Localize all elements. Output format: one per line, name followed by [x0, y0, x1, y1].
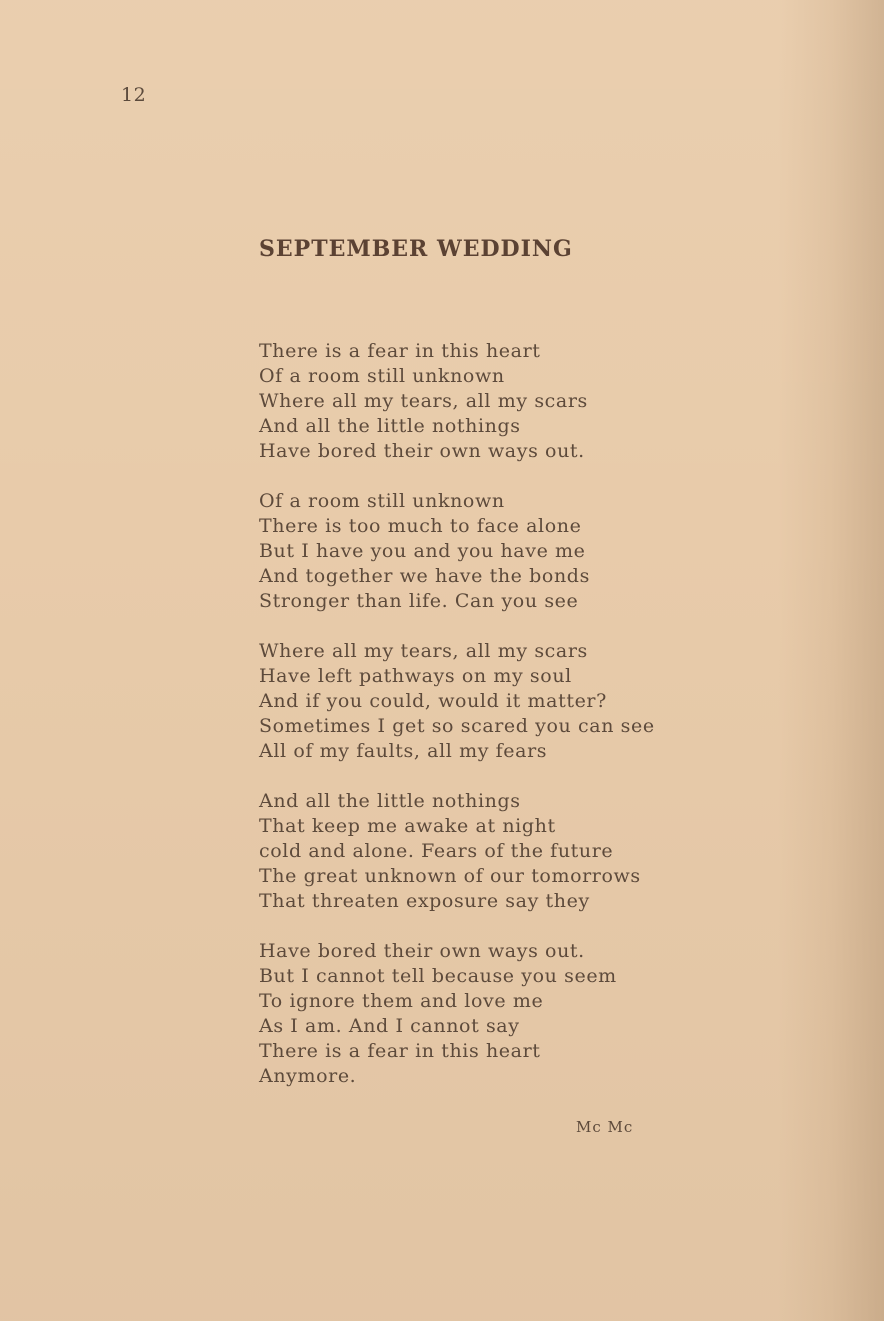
poem-line: There is a fear in this heart — [259, 1040, 541, 1062]
poem-line: That threaten exposure say they — [259, 890, 590, 912]
stanza — [259, 339, 679, 464]
poem-line: As I am. And I cannot say — [259, 1015, 520, 1037]
stanza — [259, 639, 679, 764]
poem-line: Where all my tears, all my scars — [259, 390, 588, 412]
stanza — [259, 939, 679, 1089]
poem-line: And if you could, would it matter? — [259, 690, 607, 712]
page-number: 12 — [121, 84, 147, 106]
poem-line: Where all my tears, all my scars — [259, 640, 588, 662]
poem-line: Have bored their own ways out. — [259, 440, 585, 462]
poem-line: Have bored their own ways out. — [259, 940, 585, 962]
poem-line: Sometimes I get so scared you can see — [259, 715, 655, 737]
stanza — [259, 489, 679, 614]
poem-line: Of a room still unknown — [259, 365, 505, 387]
poem-line: That keep me awake at night — [259, 815, 556, 837]
poem-body — [259, 339, 679, 1114]
poem-line: There is too much to face alone — [259, 515, 582, 537]
poem-line: cold and alone. Fears of the future — [259, 840, 614, 862]
poem-line: And all the little nothings — [259, 415, 521, 437]
poem-line: Have left pathways on my soul — [259, 665, 572, 687]
poem-line: Stronger than life. Can you see — [259, 590, 579, 612]
poem-title: SEPTEMBER WEDDING — [259, 236, 573, 262]
stanza — [259, 789, 679, 914]
poem-line: To ignore them and love me — [259, 990, 544, 1012]
poem-line: And together we have the bonds — [259, 565, 590, 587]
author-signature: Mc Mc — [576, 1118, 634, 1136]
poem-line: There is a fear in this heart — [259, 340, 541, 362]
poem-line: The great unknown of our tomorrows — [259, 865, 641, 887]
poem-line: But I cannot tell because you seem — [259, 965, 617, 987]
poem-line: But I have you and you have me — [259, 540, 586, 562]
poem-line: Anymore. — [259, 1065, 357, 1087]
poem-line: All of my faults, all my fears — [259, 740, 548, 762]
poem-line: Of a room still unknown — [259, 490, 505, 512]
poem-line: And all the little nothings — [259, 790, 521, 812]
